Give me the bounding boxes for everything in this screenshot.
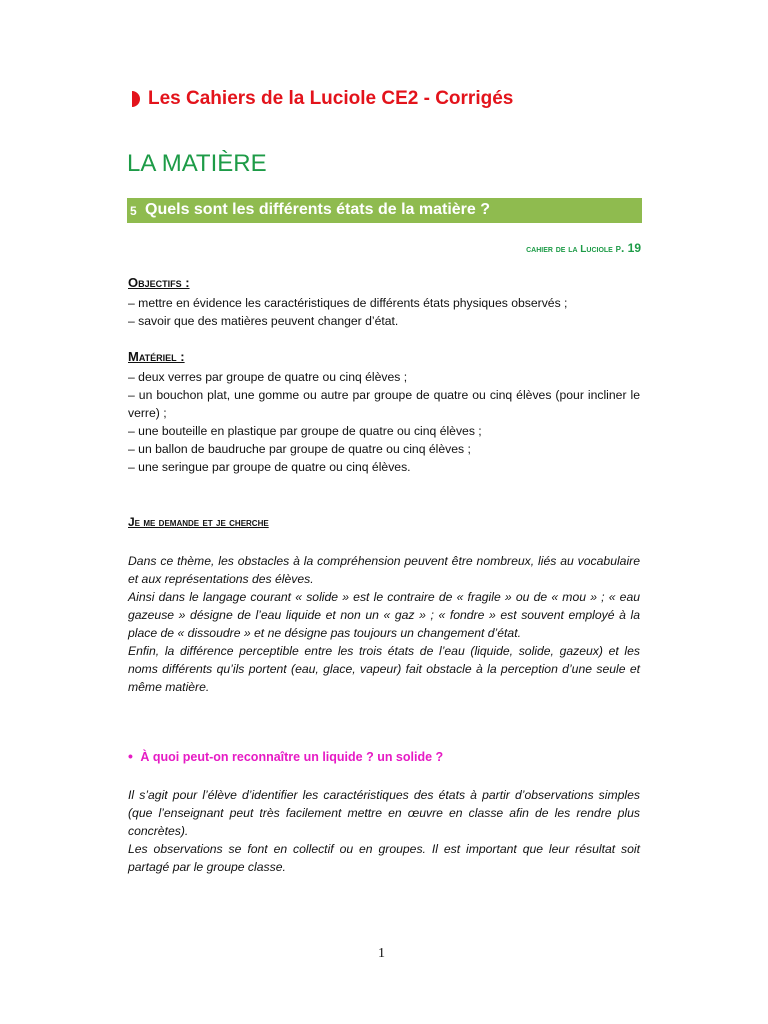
question-text: À quoi peut-on reconnaître un liquide ? un solide ?: [140, 750, 444, 764]
reference-line: [526, 241, 641, 255]
list-item: – un bouchon plat, une gomme ou autre par groupe de quatre ou cinq élèves (pour incliner le verre) ;: [128, 388, 640, 420]
paragraph: Ainsi dans le langage courant « solide » est le contraire de « fragile » ou de « mou » ; « eau gazeuse » désigne de l’eau liquide et non un « gaz » ; « fondre » est souvent employé à la place de « dissoudre » et ne désigne pas toujours un changement d’état.: [128, 590, 640, 640]
question-heading: [128, 748, 443, 764]
je-me-demande-label: Je me demande et je cherche: [128, 515, 269, 529]
paragraph: Enfin, la différence perceptible entre les trois états de l’eau (liquide, solide, gazeux) et les noms différents qu’ils portent (eau, glace, vapeur) fait obstacle à la perception d’une seule et même matière.: [128, 644, 640, 694]
chapter-title: Quels sont les différents états de la matière ?: [145, 201, 490, 218]
half-circle-bullet-icon: [130, 91, 140, 107]
question-bullet: •: [128, 748, 133, 764]
chapter-number: 5: [130, 204, 137, 218]
reference-page: p. 19: [615, 241, 641, 255]
objectifs-list: [128, 294, 640, 330]
materiel-list: [128, 368, 640, 476]
list-item: – mettre en évidence les caractéristiques de différents états physiques observés ;: [128, 296, 568, 310]
paragraph: Dans ce thème, les obstacles à la compréhension peuvent être nombreux, liés au vocabulaire et aux représentations des élèves.: [128, 554, 640, 586]
materiel-label: Matériel :: [128, 349, 185, 364]
page-number: 1: [378, 946, 385, 961]
list-item: – un ballon de baudruche par groupe de quatre ou cinq élèves ;: [128, 442, 471, 456]
objectifs-label: Objectifs :: [128, 275, 190, 290]
je-me-demande-text: [128, 552, 640, 696]
reference-text: cahier de la Luciole: [526, 244, 613, 255]
list-item: – deux verres par groupe de quatre ou cinq élèves ;: [128, 370, 408, 384]
chapter-bar: [127, 198, 642, 223]
list-item: – savoir que des matières peuvent changer d’état.: [128, 314, 399, 328]
header-title: Les Cahiers de la Luciole CE2 - Corrigés: [148, 88, 514, 109]
section-title: LA MATIÈRE: [127, 150, 267, 177]
paragraph: Il s’agit pour l’élève d’identifier les caractéristiques des états à partir d’observations simples (que l’enseignant peut très facilement mettre en œuvre en classe afin de les rendre plus concrètes).: [128, 788, 640, 838]
list-item: – une bouteille en plastique par groupe de quatre ou cinq élèves ;: [128, 424, 482, 438]
paragraph: Les observations se font en collectif ou en groupes. Il est important que leur résultat soit partagé par le groupe classe.: [128, 842, 640, 874]
document-header: [130, 88, 513, 110]
question-body: [128, 786, 640, 876]
list-item: – une seringue par groupe de quatre ou cinq élèves.: [128, 460, 411, 474]
